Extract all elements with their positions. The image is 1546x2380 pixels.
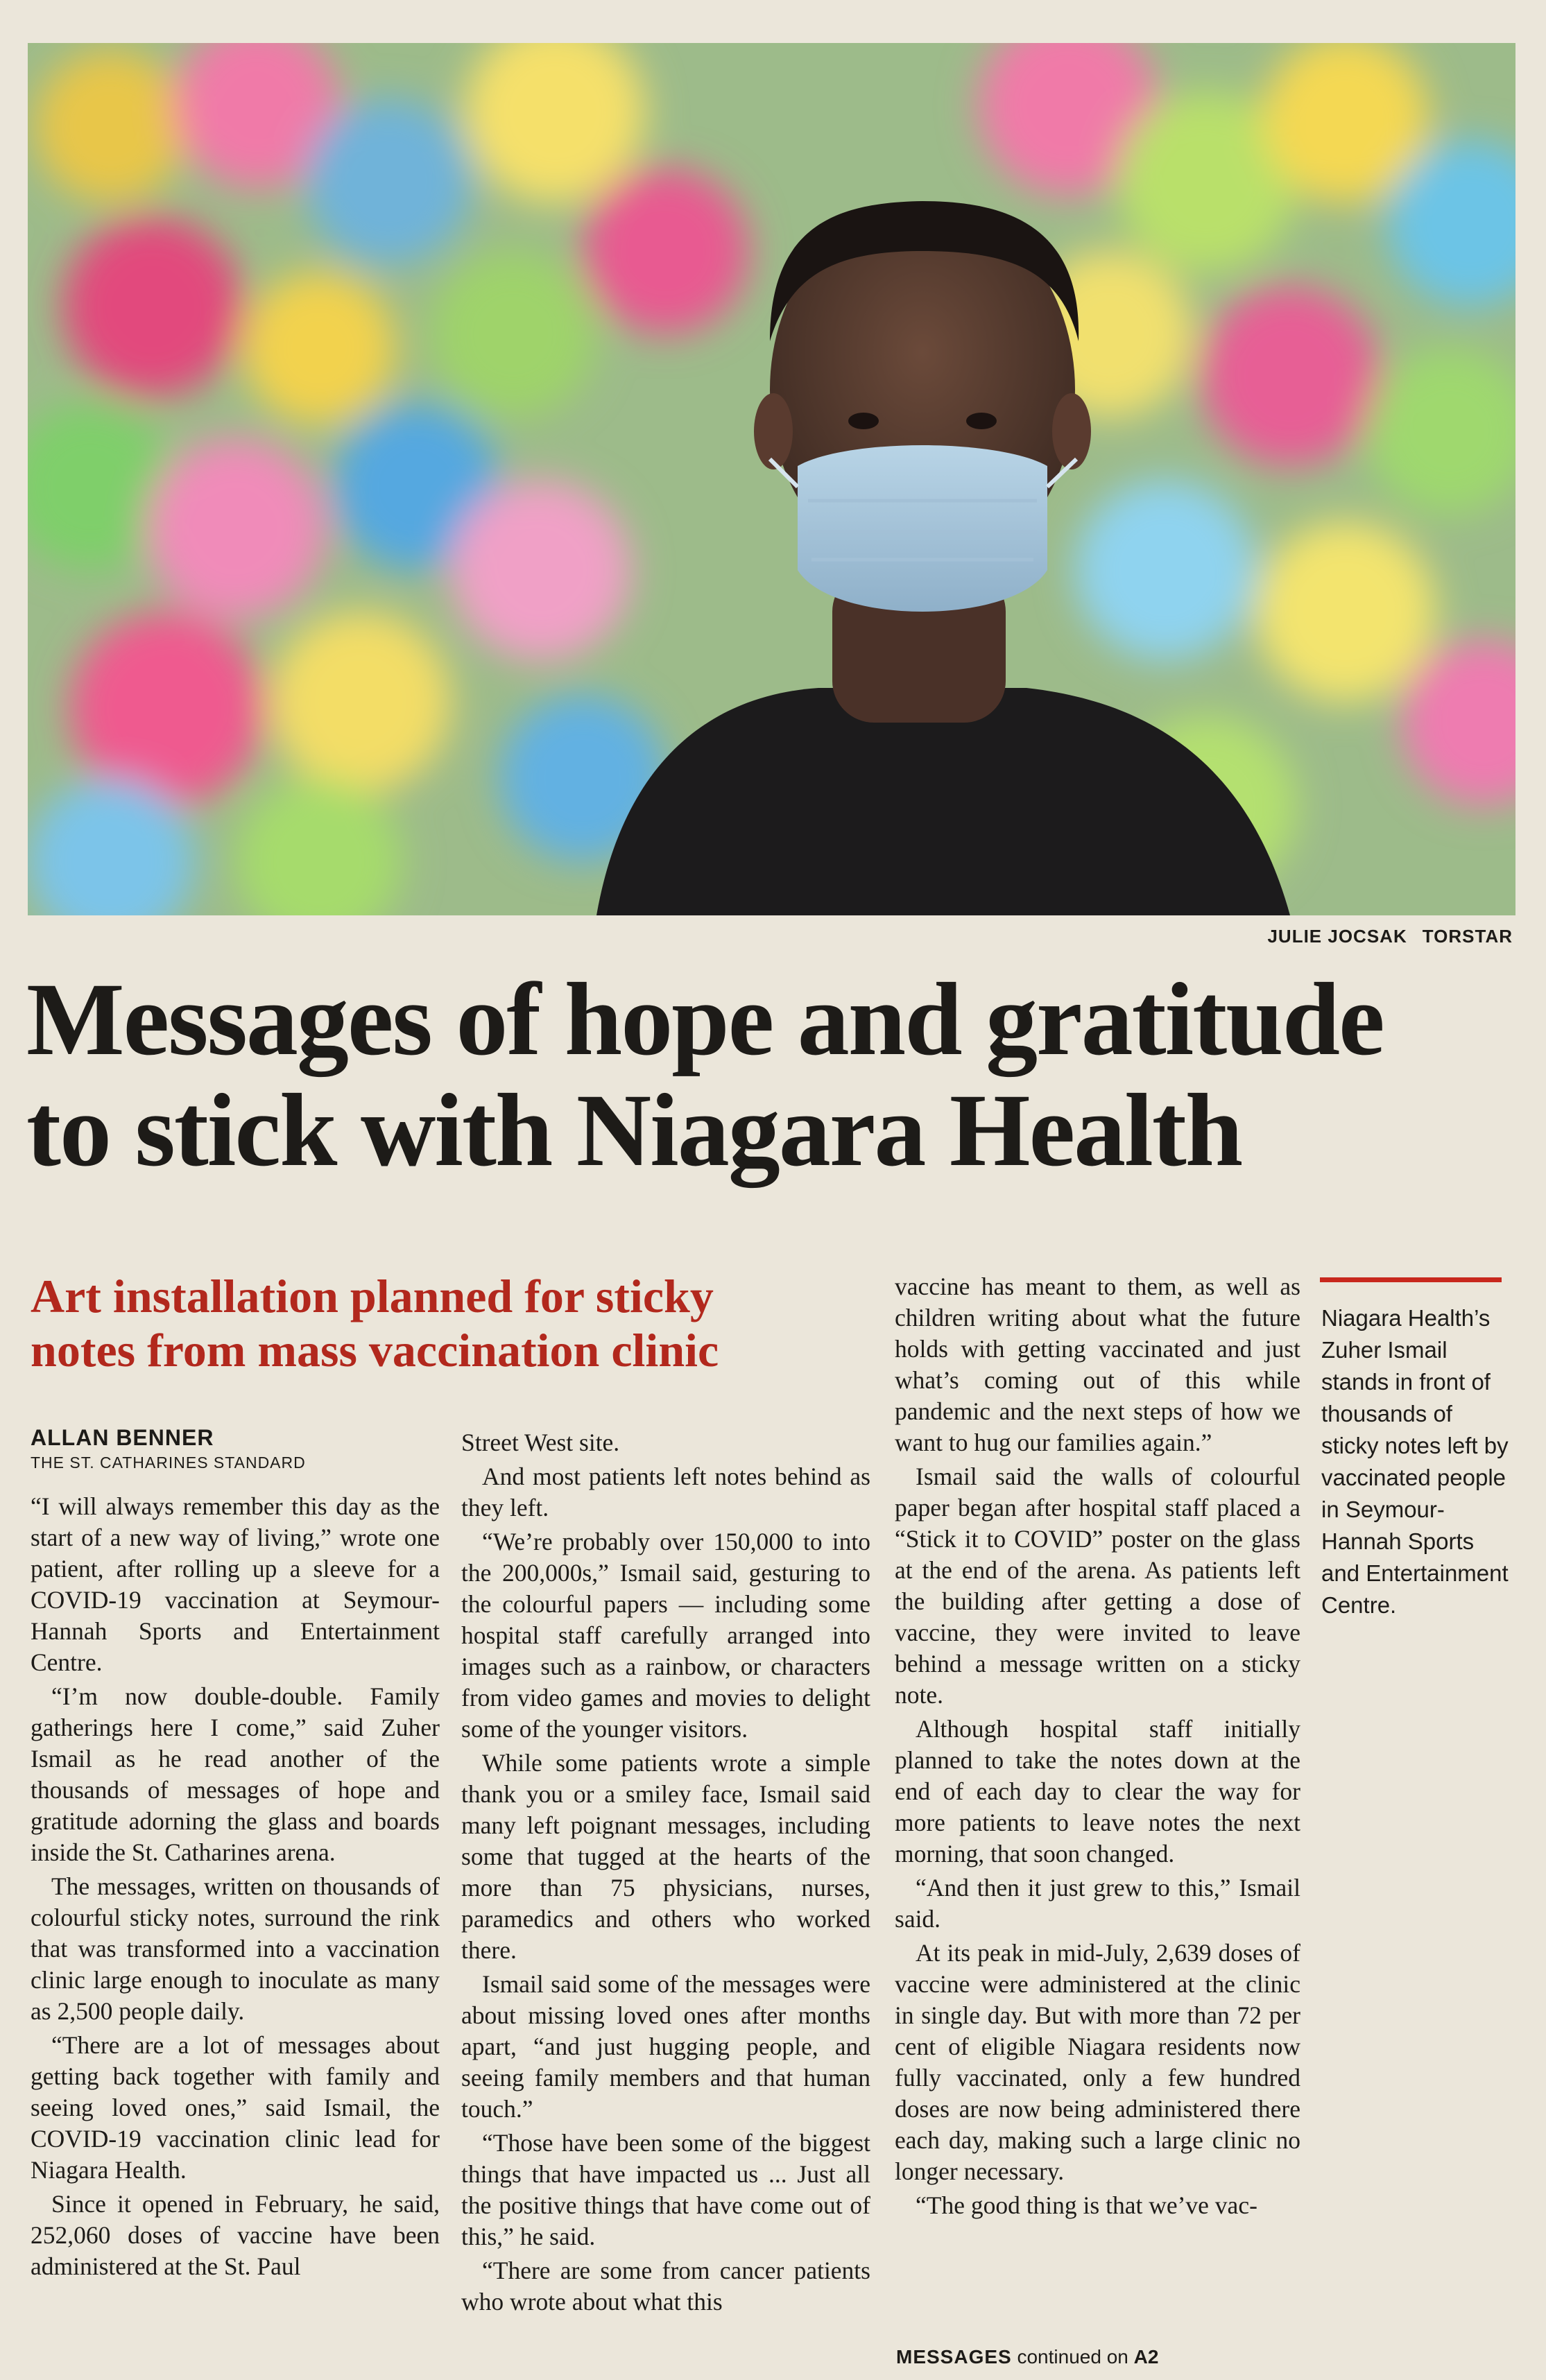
photo-credit: [1267, 926, 1513, 947]
byline: [31, 1425, 306, 1472]
continued-page: A2: [1133, 2346, 1159, 2368]
article-column-3: [895, 1271, 1300, 2224]
paragraph: At its peak in mid-July, 2,639 doses of vaccine were administered at the clinic in single day. But with more than 72 per cent of eligible Niagara residents now fully vaccinated, only a few hundred doses are now being administered there each day, making such a large clinic no longer necessary.: [895, 1939, 1300, 2185]
paragraph: Although hospital staff initially planned to take the notes down at the end of each day to clear the way for more patients to leave notes the next morning, that soon changed.: [895, 1715, 1300, 1868]
caption-rule: [1320, 1277, 1502, 1282]
headline-line-2: to stick with Niagara Health: [26, 1073, 1242, 1188]
paragraph: “There are some from cancer patients who wrote about what this: [461, 2257, 870, 2316]
article-column-2: [461, 1427, 870, 2320]
paragraph: Ismail said some of the messages were about missing loved ones after months apart, “and just hugging people, and seeing family members and that human touch.”: [461, 1970, 870, 2123]
paragraph: Ismail said the walls of colourful paper began after hospital staff placed a “Stick it to COVID” poster on the glass at the end of the arena. As patients left the building after getting a dose of vaccine, they were invited to leave behind a message written on a sticky note.: [895, 1463, 1300, 1709]
paragraph: While some patients wrote a simple thank you or a smiley face, Ismail said many left poignant messages, including some that tugged at the hearts of the more than 75 physicians, nurses, paramedics and others who worked there.: [461, 1749, 870, 1964]
paragraph: And most patients left notes behind as they left.: [461, 1463, 870, 1521]
paragraph: The messages, written on thousands of colourful sticky notes, surround the rink that was transformed into a vaccination clinic large enough to inoculate as many as 2,500 people daily.: [31, 1872, 440, 2025]
portrait-photo-icon: [28, 43, 1515, 915]
paragraph: “And then it just grew to this,” Ismail said.: [895, 1874, 1300, 1933]
article-photo: [28, 43, 1515, 915]
photo-caption: Niagara Health’s Zuher Ismail stands in front of thousands of sticky notes left by vaccinated people in Seymour-Hannah Sports and Entertainment Centre.: [1321, 1305, 1509, 1618]
subhead-line-1: Art installation planned for sticky: [31, 1270, 714, 1322]
paragraph: Street West site.: [461, 1429, 620, 1456]
paragraph: “I’m now double-double. Family gatherings here I come,” said Zuher Ismail as he read another of the thousands of messages of hope and gratitude adorning the glass and boards inside the St. Catharines arena.: [31, 1682, 440, 1866]
paragraph: “Those have been some of the biggest things that have impacted us ... Just all the positive things that have come out of this,” he said.: [461, 2129, 870, 2250]
continued-line[interactable]: [896, 2346, 1158, 2368]
continued-keyword: MESSAGES: [896, 2346, 1012, 2368]
paragraph: Since it opened in February, he said, 252,060 doses of vaccine have been administered at the St. Paul: [31, 2190, 440, 2280]
author-name: ALLAN BENNER: [31, 1425, 214, 1450]
photo-credit-org: TORSTAR: [1422, 926, 1513, 947]
paragraph: “I will always remember this day as the start of a new way of living,” wrote one patient, after rolling up a sleeve for a COVID-19 vaccination at Seymour-Hannah Sports and Entertainment Centre.: [31, 1492, 440, 1676]
subhead-line-2: notes from mass vaccination clinic: [31, 1324, 719, 1377]
paragraph: “We’re probably over 150,000 to into the 200,000s,” Ismail said, gesturing to the colourful papers — including some hospital staff carefully arranged into images such as a rainbow, or characters from video games and movies to delight some of the younger visitors.: [461, 1528, 870, 1743]
continued-text: continued on: [1017, 2346, 1128, 2368]
author-publication: THE ST. CATHARINES STANDARD: [31, 1454, 306, 1472]
subhead: [31, 1269, 863, 1377]
paragraph: “The good thing is that we’ve vac-: [916, 2191, 1257, 2219]
headline-line-1: Messages of hope and gratitude: [26, 962, 1384, 1077]
photo-credit-name: JULIE JOCSAK: [1267, 926, 1407, 947]
headline: [26, 964, 1483, 1186]
paragraph: “There are a lot of messages about getting back together with family and seeing loved ones,” said Ismail, the COVID-19 vaccination clinic lead for Niagara Health.: [31, 2031, 440, 2184]
article-column-1: [31, 1491, 440, 2285]
paragraph: vaccine has meant to them, as well as children writing about what the future holds with getting vaccinated and just what’s coming out of this while pandemic and the next steps of how we want to hug our families again.”: [895, 1273, 1300, 1456]
